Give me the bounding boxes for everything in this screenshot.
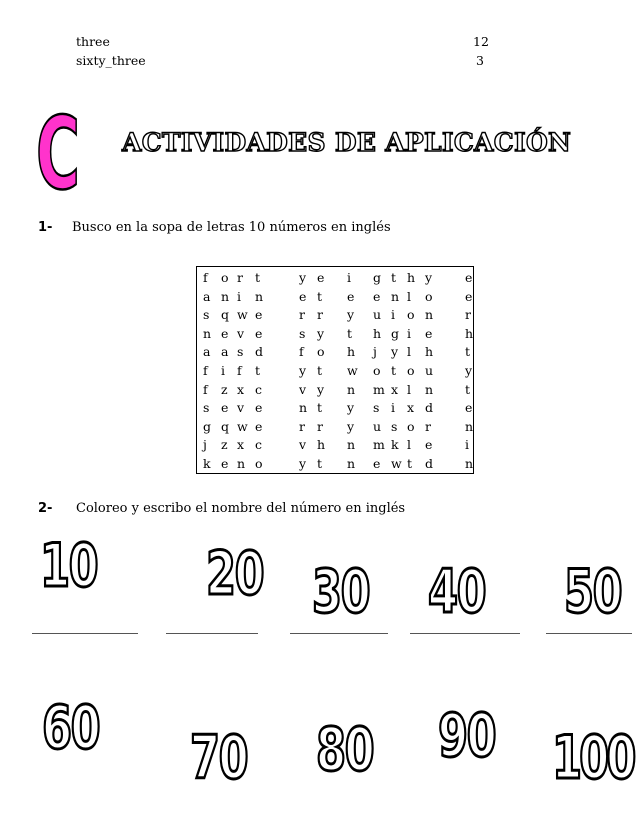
word-search-letter[interactable]: e <box>221 400 229 416</box>
word-search-letter[interactable]: o <box>221 270 229 285</box>
word-search-letter[interactable]: o <box>255 456 263 471</box>
word-search-letter[interactable]: g <box>373 270 382 285</box>
number-outline-30: 30 <box>312 557 370 627</box>
word-search-letter[interactable]: d <box>425 400 434 416</box>
word-search-letter[interactable]: u <box>373 418 382 434</box>
word-search-letter[interactable]: v <box>237 400 245 416</box>
word-search-letter[interactable]: y <box>347 418 355 434</box>
word-search-letter[interactable]: f <box>299 344 304 360</box>
header-word-2: sixty_three <box>76 53 146 68</box>
number-outline-20: 20 <box>206 539 264 609</box>
number-outline-10: 10 <box>40 531 98 601</box>
word-search-letter[interactable]: n <box>347 381 356 397</box>
word-search-letter[interactable]: s <box>203 307 210 323</box>
word-search-letter[interactable]: l <box>407 344 411 360</box>
word-search-letter[interactable]: r <box>317 307 323 323</box>
answer-line-10[interactable] <box>32 633 138 634</box>
word-search-letter[interactable]: e <box>221 325 229 341</box>
word-search-letter[interactable]: e <box>255 307 263 323</box>
word-search-letter[interactable]: v <box>237 325 245 341</box>
word-search-letter[interactable]: d <box>425 456 434 471</box>
word-search-letter[interactable]: y <box>299 270 307 285</box>
header-word-1: three <box>76 34 110 49</box>
word-search-letter[interactable]: n <box>347 456 356 471</box>
answer-line-40[interactable] <box>410 633 520 634</box>
word-search-letter[interactable]: f <box>203 270 208 285</box>
question-2-text: Coloreo y escribo el nombre del número en inglés <box>76 501 406 516</box>
word-search-letter[interactable]: t <box>317 288 323 304</box>
word-search-letter[interactable]: e <box>255 325 263 341</box>
word-search-letter[interactable]: g <box>391 325 400 341</box>
word-search-letter[interactable]: l <box>407 381 411 397</box>
word-search-letter[interactable]: h <box>465 325 474 341</box>
word-search-letter[interactable]: w <box>347 363 358 378</box>
word-search-letter[interactable]: w <box>237 307 248 323</box>
word-search-letter[interactable]: c <box>255 437 263 453</box>
word-search-letter[interactable]: a <box>221 344 229 360</box>
word-search-letter[interactable]: e <box>465 400 473 416</box>
word-search-letter[interactable]: o <box>425 288 433 304</box>
section-title: ACTIVIDADES DE APLICACIÓN <box>122 128 572 157</box>
word-search-letter[interactable]: h <box>425 344 434 360</box>
number-outline-50: 50 <box>564 557 622 627</box>
word-search-letter[interactable]: e <box>465 288 473 304</box>
word-search-letter[interactable]: e <box>425 437 433 453</box>
word-search-letter[interactable]: y <box>317 381 325 397</box>
word-search-letter[interactable]: h <box>347 344 356 360</box>
word-search-letter[interactable]: n <box>391 288 400 304</box>
question-2-number: 2- <box>38 501 53 516</box>
word-search-letter[interactable]: z <box>221 437 228 453</box>
word-search-letter[interactable]: r <box>299 418 305 434</box>
word-search-letter[interactable]: d <box>255 344 264 360</box>
word-search-letter[interactable]: g <box>203 418 212 434</box>
word-search-letter[interactable]: i <box>347 270 351 285</box>
word-search-letter[interactable]: i <box>221 363 225 378</box>
word-search-letter[interactable]: y <box>465 363 473 378</box>
word-search-letter[interactable]: r <box>237 270 243 285</box>
number-outline-90: 90 <box>438 701 496 771</box>
word-search-letter[interactable]: i <box>391 307 395 323</box>
word-search-letter[interactable]: v <box>299 381 307 397</box>
word-search-letter[interactable]: r <box>299 307 305 323</box>
word-search-letter[interactable]: y <box>299 363 307 378</box>
word-search-letter[interactable]: t <box>391 270 397 285</box>
word-search-letter[interactable]: r <box>465 307 471 323</box>
word-search-letter[interactable]: e <box>373 288 381 304</box>
word-search-letter[interactable]: q <box>221 307 230 323</box>
word-search-letter[interactable]: v <box>299 437 307 453</box>
word-search-letter[interactable]: o <box>317 344 325 360</box>
word-search-letter[interactable]: q <box>221 418 230 434</box>
word-search-letter[interactable]: r <box>317 418 323 434</box>
word-search-letter[interactable]: f <box>203 363 208 378</box>
word-search-letter[interactable]: t <box>465 344 471 360</box>
word-search-letter[interactable]: t <box>317 400 323 416</box>
word-search-letter[interactable]: i <box>237 288 241 304</box>
word-search-letter[interactable]: n <box>299 400 308 416</box>
word-search-letter[interactable]: h <box>407 270 416 285</box>
word-search-letter[interactable]: x <box>237 437 245 453</box>
word-search-letter[interactable]: y <box>317 325 325 341</box>
word-search-letter[interactable]: m <box>373 437 385 453</box>
word-search-letter[interactable]: n <box>255 288 264 304</box>
word-search-letter[interactable]: i <box>465 437 469 453</box>
header-value-1: 12 <box>473 34 489 49</box>
word-search-letter[interactable]: f <box>203 381 208 397</box>
word-search-letter[interactable]: m <box>373 381 385 397</box>
word-search-letter[interactable]: t <box>255 363 261 378</box>
word-search-letter[interactable]: l <box>407 288 411 304</box>
word-search-grid <box>196 266 474 474</box>
word-search-letter[interactable]: y <box>299 456 307 471</box>
word-search-letter[interactable]: x <box>407 400 415 416</box>
word-search-letter[interactable]: y <box>347 307 355 323</box>
word-search-letter[interactable]: k <box>391 437 399 453</box>
word-search-letter[interactable]: w <box>391 456 402 471</box>
word-search-letter[interactable]: j <box>203 437 207 453</box>
word-search-letter[interactable]: n <box>203 325 212 341</box>
word-search-letter[interactable]: f <box>237 363 242 378</box>
word-search-letter[interactable]: k <box>203 456 211 471</box>
word-search-letter[interactable]: n <box>465 418 474 434</box>
number-outline-70: 70 <box>190 723 248 793</box>
word-search-letter[interactable]: t <box>347 325 353 341</box>
word-search-letter[interactable]: t <box>317 456 323 471</box>
answer-line-30[interactable] <box>290 633 388 634</box>
word-search-letter[interactable]: e <box>255 418 263 434</box>
section-letter-icon <box>34 95 82 212</box>
word-search-letter[interactable]: l <box>407 437 411 453</box>
word-search-letter[interactable]: t <box>255 270 261 285</box>
word-search-letter[interactable]: o <box>407 363 415 378</box>
word-search-letter[interactable]: e <box>255 400 263 416</box>
word-search-letter[interactable]: o <box>407 307 415 323</box>
word-search-letter[interactable]: a <box>203 288 211 304</box>
word-search-letter[interactable]: x <box>391 381 399 397</box>
word-search-letter[interactable]: z <box>221 381 228 397</box>
word-search-letter[interactable]: e <box>221 456 229 471</box>
word-search-letter[interactable]: e <box>465 270 473 285</box>
word-search-letter[interactable]: e <box>347 288 355 304</box>
word-search-letter[interactable]: u <box>425 363 434 378</box>
answer-line-50[interactable] <box>546 633 632 634</box>
word-search-letter[interactable]: y <box>425 270 433 285</box>
word-search-letter[interactable]: y <box>391 344 399 360</box>
word-search-letter[interactable]: h <box>317 437 326 453</box>
word-search-letter[interactable]: e <box>425 325 433 341</box>
word-search-letter[interactable]: x <box>237 381 245 397</box>
word-search-letter[interactable]: n <box>425 307 434 323</box>
word-search-letter[interactable]: t <box>391 363 397 378</box>
word-search-letter[interactable]: s <box>373 400 380 416</box>
word-search-letter[interactable]: j <box>373 344 377 360</box>
word-search-letter[interactable]: r <box>425 418 431 434</box>
word-search-letter[interactable]: n <box>465 456 474 471</box>
number-outline-80: 80 <box>316 715 374 785</box>
word-search-letter[interactable]: w <box>237 418 248 434</box>
word-search-letter[interactable]: c <box>255 381 263 397</box>
word-search-letter[interactable]: n <box>347 437 356 453</box>
word-search-letter[interactable]: e <box>317 270 325 285</box>
answer-line-20[interactable] <box>166 633 258 634</box>
word-search-letter[interactable]: h <box>373 325 382 341</box>
word-search-letter[interactable]: u <box>373 307 382 323</box>
number-outline-40: 40 <box>428 557 486 627</box>
word-search-letter[interactable]: s <box>203 400 210 416</box>
question-1-text: Busco en la sopa de letras 10 números en inglés <box>72 220 391 235</box>
number-outline-60: 60 <box>42 693 100 763</box>
word-search-letter[interactable]: i <box>407 325 411 341</box>
word-search-letter[interactable]: t <box>407 456 413 471</box>
word-search-letter[interactable]: a <box>203 344 211 360</box>
number-outline-100: 100 <box>552 723 634 793</box>
word-search-letter[interactable]: e <box>373 456 381 471</box>
word-search-letter[interactable]: o <box>373 363 381 378</box>
word-search-letter[interactable]: i <box>391 400 395 416</box>
word-search-letter[interactable]: e <box>299 288 307 304</box>
word-search-letter[interactable]: o <box>407 418 415 434</box>
word-search-letter[interactable]: s <box>391 418 398 434</box>
section-letter: C <box>36 95 80 212</box>
header-value-2: 3 <box>476 53 484 68</box>
word-search-letter[interactable]: n <box>237 456 246 471</box>
word-search-letter[interactable]: s <box>237 344 244 360</box>
word-search-letter[interactable]: t <box>465 381 471 397</box>
question-1-number: 1- <box>38 220 53 235</box>
word-search-letter[interactable]: s <box>299 325 306 341</box>
word-search-letter[interactable]: y <box>347 400 355 416</box>
word-search-letter[interactable]: n <box>221 288 230 304</box>
word-search-letter[interactable]: n <box>425 381 434 397</box>
word-search-letter[interactable]: t <box>317 363 323 378</box>
